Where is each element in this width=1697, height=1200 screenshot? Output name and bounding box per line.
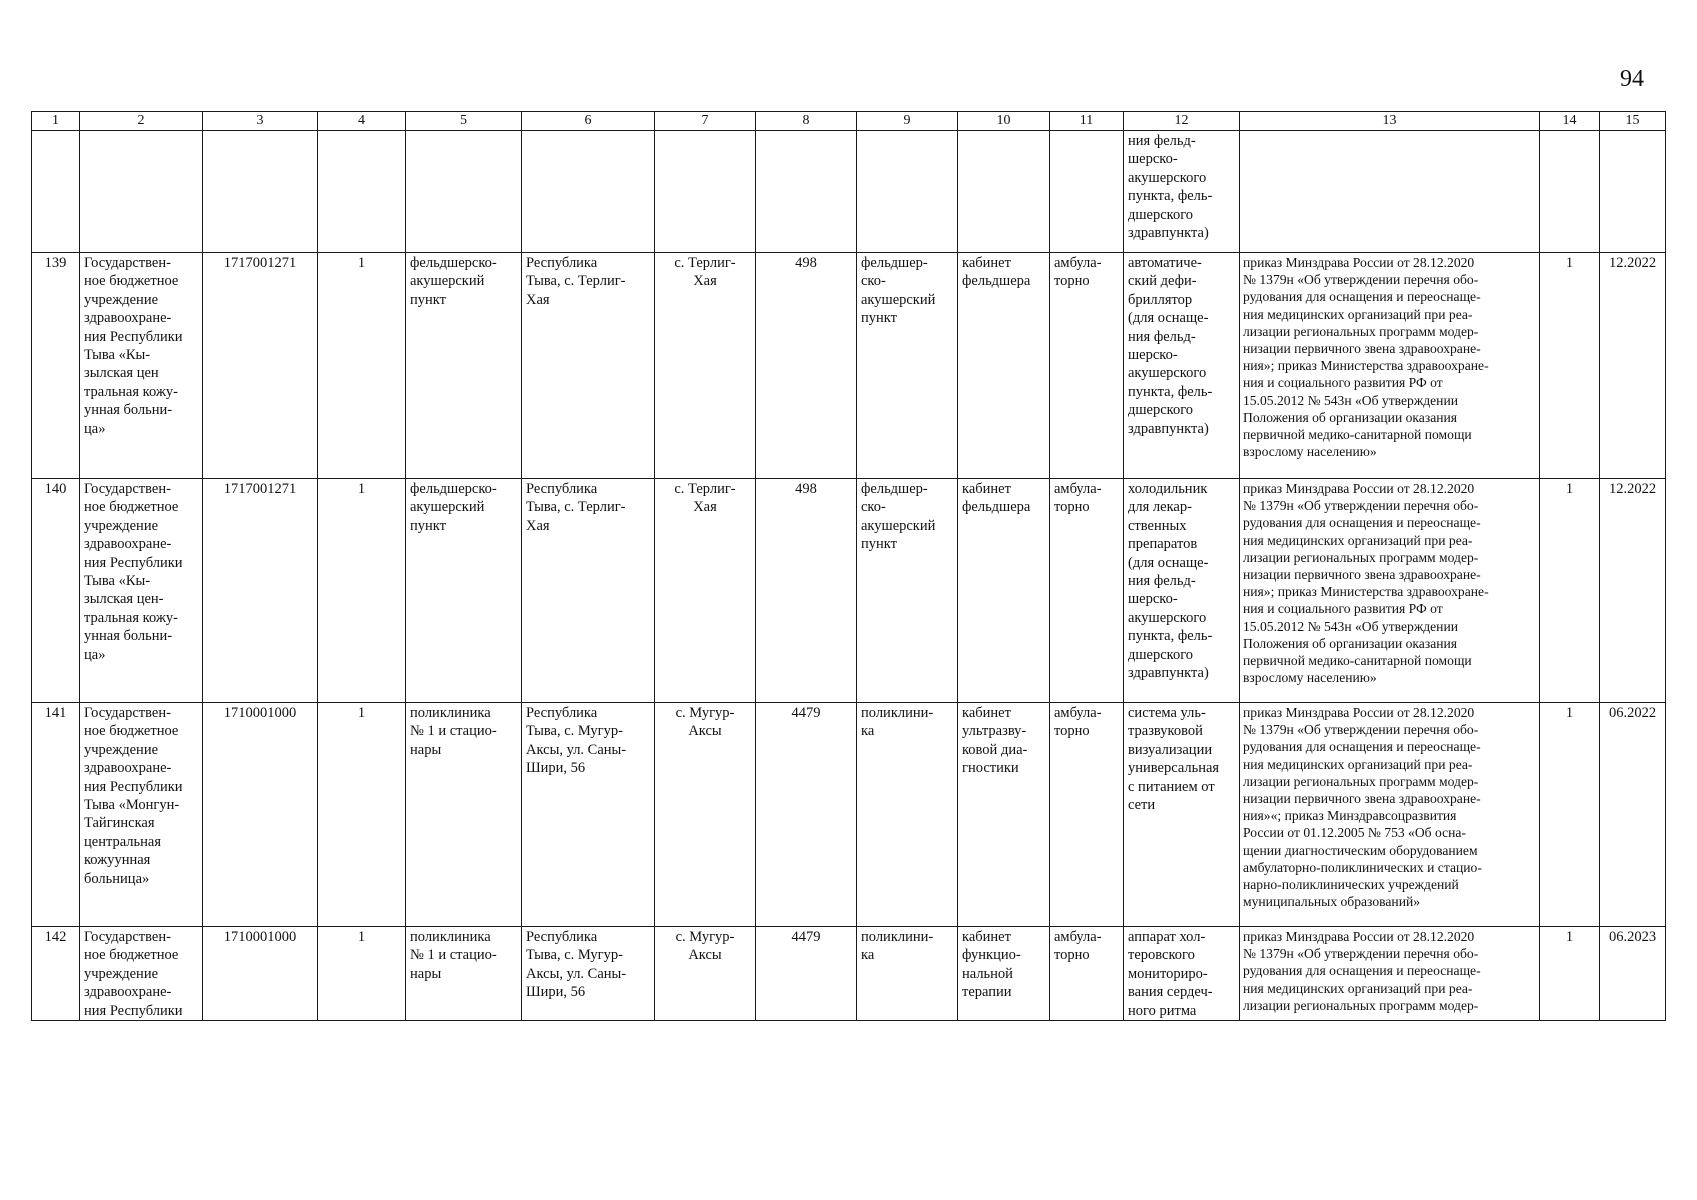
equipment-cell: автоматиче- ский дефи- бриллятор (для оснаще- ния фельд- шерско- акушерского пункта, фель- дшерского здравпункта): [1124, 253, 1240, 479]
settlement-cell: с. Терлиг- Хая: [655, 479, 756, 703]
settlement-cell: с. Мугур- Аксы: [655, 703, 756, 927]
organization-name-cell: Государствен- ное бюджетное учреждение здравоохране- ния Республики Тыва «Монгун- Тайгинская центральная кожуунная больница»: [80, 703, 203, 927]
date-cell: 06.2023: [1600, 927, 1666, 1021]
room-cell: кабинет фельдшера: [958, 479, 1050, 703]
organization-name-cell: Государствен- ное бюджетное учреждение здравоохране- ния Республики Тыва «Кы- зылская цен- тральная кожу- унная больни- ца»: [80, 479, 203, 703]
column-4-value-cell: 1: [318, 927, 406, 1021]
column-4-value-cell: 1: [318, 479, 406, 703]
legal-basis-cell: приказ Минздрава России от 28.12.2020 № 1379н «Об утверждении перечня обо- рудования для оснащения и переоснаще- ния медицинских организаций при реа- лизации региональных программ модер- низации первичного звена здравоохране- ния»; приказ Министерства здравоохране- ния и социального развития РФ от 15.05.2012 № 543н «Об утверждении Положения об организации оказания первичной медико-санитарной помощи взрослому населению»: [1240, 479, 1540, 703]
column-header-10: 10: [958, 112, 1050, 131]
column-header-2: 2: [80, 112, 203, 131]
row-number-cell: 139: [32, 253, 80, 479]
column-number-row: [32, 112, 1666, 131]
table-row: [32, 253, 1666, 479]
legal-basis-cell: приказ Минздрава России от 28.12.2020 № 1379н «Об утверждении перечня обо- рудования для оснащения и переоснаще- ния медицинских организаций при реа- лизации региональных программ модер- низации первичного звена здравоохране- ния»«; приказ Минздравсоцразвития России от 01.12.2005 № 753 «Об осна- щении диагностическим оборудованием амбулаторно-поликлинических и стацио- нарно-поликлинических учреждений муниципальных образований»: [1240, 703, 1540, 927]
column-header-3: 3: [203, 112, 318, 131]
row-number-cell: 140: [32, 479, 80, 703]
table-row: [32, 479, 1666, 703]
row-number-cell: 141: [32, 703, 80, 927]
organization-name-cell: Государствен- ное бюджетное учреждение здравоохране- ния Республики Тыва «Кы- зылская цен тральная кожу- унная больни- ца»: [80, 253, 203, 479]
column-9-value-cell: фельдшер- ско- акушерский пункт: [857, 479, 958, 703]
column-8-value-cell: 4479: [756, 927, 857, 1021]
column-header-1: 1: [32, 112, 80, 131]
column-header-15: 15: [1600, 112, 1666, 131]
settlement-cell: с. Мугур- Аксы: [655, 927, 756, 1021]
subdivision-cell: поликлиника № 1 и стацио- нары: [406, 703, 522, 927]
subdivision-cell: фельдшерско- акушерский пункт: [406, 479, 522, 703]
column-8-value-cell: 4479: [756, 703, 857, 927]
column-header-5: 5: [406, 112, 522, 131]
equipment-cell: аппарат хол- теровского мониториро- вания сердеч- ного ритма: [1124, 927, 1240, 1021]
equipment-table: [31, 111, 1666, 1021]
column-header-14: 14: [1540, 112, 1600, 131]
organization-code-cell: 1717001271: [203, 479, 318, 703]
table-row: [32, 703, 1666, 927]
column-header-8: 8: [756, 112, 857, 131]
legal-basis-cell: приказ Минздрава России от 28.12.2020 № 1379н «Об утверждении перечня обо- рудования для оснащения и переоснаще- ния медицинских организаций при реа- лизации региональных программ модер- низации первичного звена здравоохране- ния»; приказ Министерства здравоохране- ния и социального развития РФ от 15.05.2012 № 543н «Об утверждении Положения об организации оказания первичной медико-санитарной помощи взрослому населению»: [1240, 253, 1540, 479]
room-cell: кабинет ультразву- ковой диа- гностики: [958, 703, 1050, 927]
equipment-cell: холодильник для лекар- ственных препаратов (для оснаще- ния фельд- шерско- акушерского пункта, фель- дшерского здравпункта): [1124, 479, 1240, 703]
column-header-7: 7: [655, 112, 756, 131]
column-header-9: 9: [857, 112, 958, 131]
address-cell: Республика Тыва, с. Терлиг- Хая: [522, 253, 655, 479]
organization-code-cell: 1717001271: [203, 253, 318, 479]
care-type-cell: амбула- торно: [1050, 479, 1124, 703]
organization-name-cell: Государствен- ное бюджетное учреждение здравоохране- ния Республики: [80, 927, 203, 1021]
subdivision-cell: поликлиника № 1 и стацио- нары: [406, 927, 522, 1021]
date-cell: 06.2022: [1600, 703, 1666, 927]
quantity-cell: 1: [1540, 253, 1600, 479]
legal-basis-cell: приказ Минздрава России от 28.12.2020 № 1379н «Об утверждении перечня обо- рудования для оснащения и переоснаще- ния медицинских организаций при реа- лизации региональных программ модер-: [1240, 927, 1540, 1021]
room-cell: кабинет фельдшера: [958, 253, 1050, 479]
page-number: 94: [1620, 66, 1644, 92]
continuation-row: [32, 131, 1666, 253]
column-9-value-cell: фельдшер- ско- акушерский пункт: [857, 253, 958, 479]
address-cell: Республика Тыва, с. Мугур- Аксы, ул. Саны- Шири, 56: [522, 927, 655, 1021]
column-4-value-cell: 1: [318, 703, 406, 927]
column-9-value-cell: поликлини- ка: [857, 927, 958, 1021]
column-8-value-cell: 498: [756, 253, 857, 479]
column-header-4: 4: [318, 112, 406, 131]
care-type-cell: амбула- торно: [1050, 703, 1124, 927]
date-cell: 12.2022: [1600, 253, 1666, 479]
row-number-cell: 142: [32, 927, 80, 1021]
address-cell: Республика Тыва, с. Терлиг- Хая: [522, 479, 655, 703]
quantity-cell: 1: [1540, 927, 1600, 1021]
settlement-cell: с. Терлиг- Хая: [655, 253, 756, 479]
column-header-11: 11: [1050, 112, 1124, 131]
care-type-cell: амбула- торно: [1050, 253, 1124, 479]
subdivision-cell: фельдшерско- акушерский пункт: [406, 253, 522, 479]
organization-code-cell: 1710001000: [203, 703, 318, 927]
column-8-value-cell: 498: [756, 479, 857, 703]
quantity-cell: 1: [1540, 703, 1600, 927]
table-row: [32, 927, 1666, 1021]
continuation-equipment-cell: ния фельд- шерско- акушерского пункта, фель- дшерского здравпункта): [1124, 131, 1240, 253]
care-type-cell: амбула- торно: [1050, 927, 1124, 1021]
column-header-13: 13: [1240, 112, 1540, 131]
column-4-value-cell: 1: [318, 253, 406, 479]
address-cell: Республика Тыва, с. Мугур- Аксы, ул. Саны- Шири, 56: [522, 703, 655, 927]
column-header-6: 6: [522, 112, 655, 131]
date-cell: 12.2022: [1600, 479, 1666, 703]
room-cell: кабинет функцио- нальной терапии: [958, 927, 1050, 1021]
column-header-12: 12: [1124, 112, 1240, 131]
organization-code-cell: 1710001000: [203, 927, 318, 1021]
quantity-cell: 1: [1540, 479, 1600, 703]
equipment-cell: система уль- тразвуковой визуализации универсальная с питанием от сети: [1124, 703, 1240, 927]
column-9-value-cell: поликлини- ка: [857, 703, 958, 927]
